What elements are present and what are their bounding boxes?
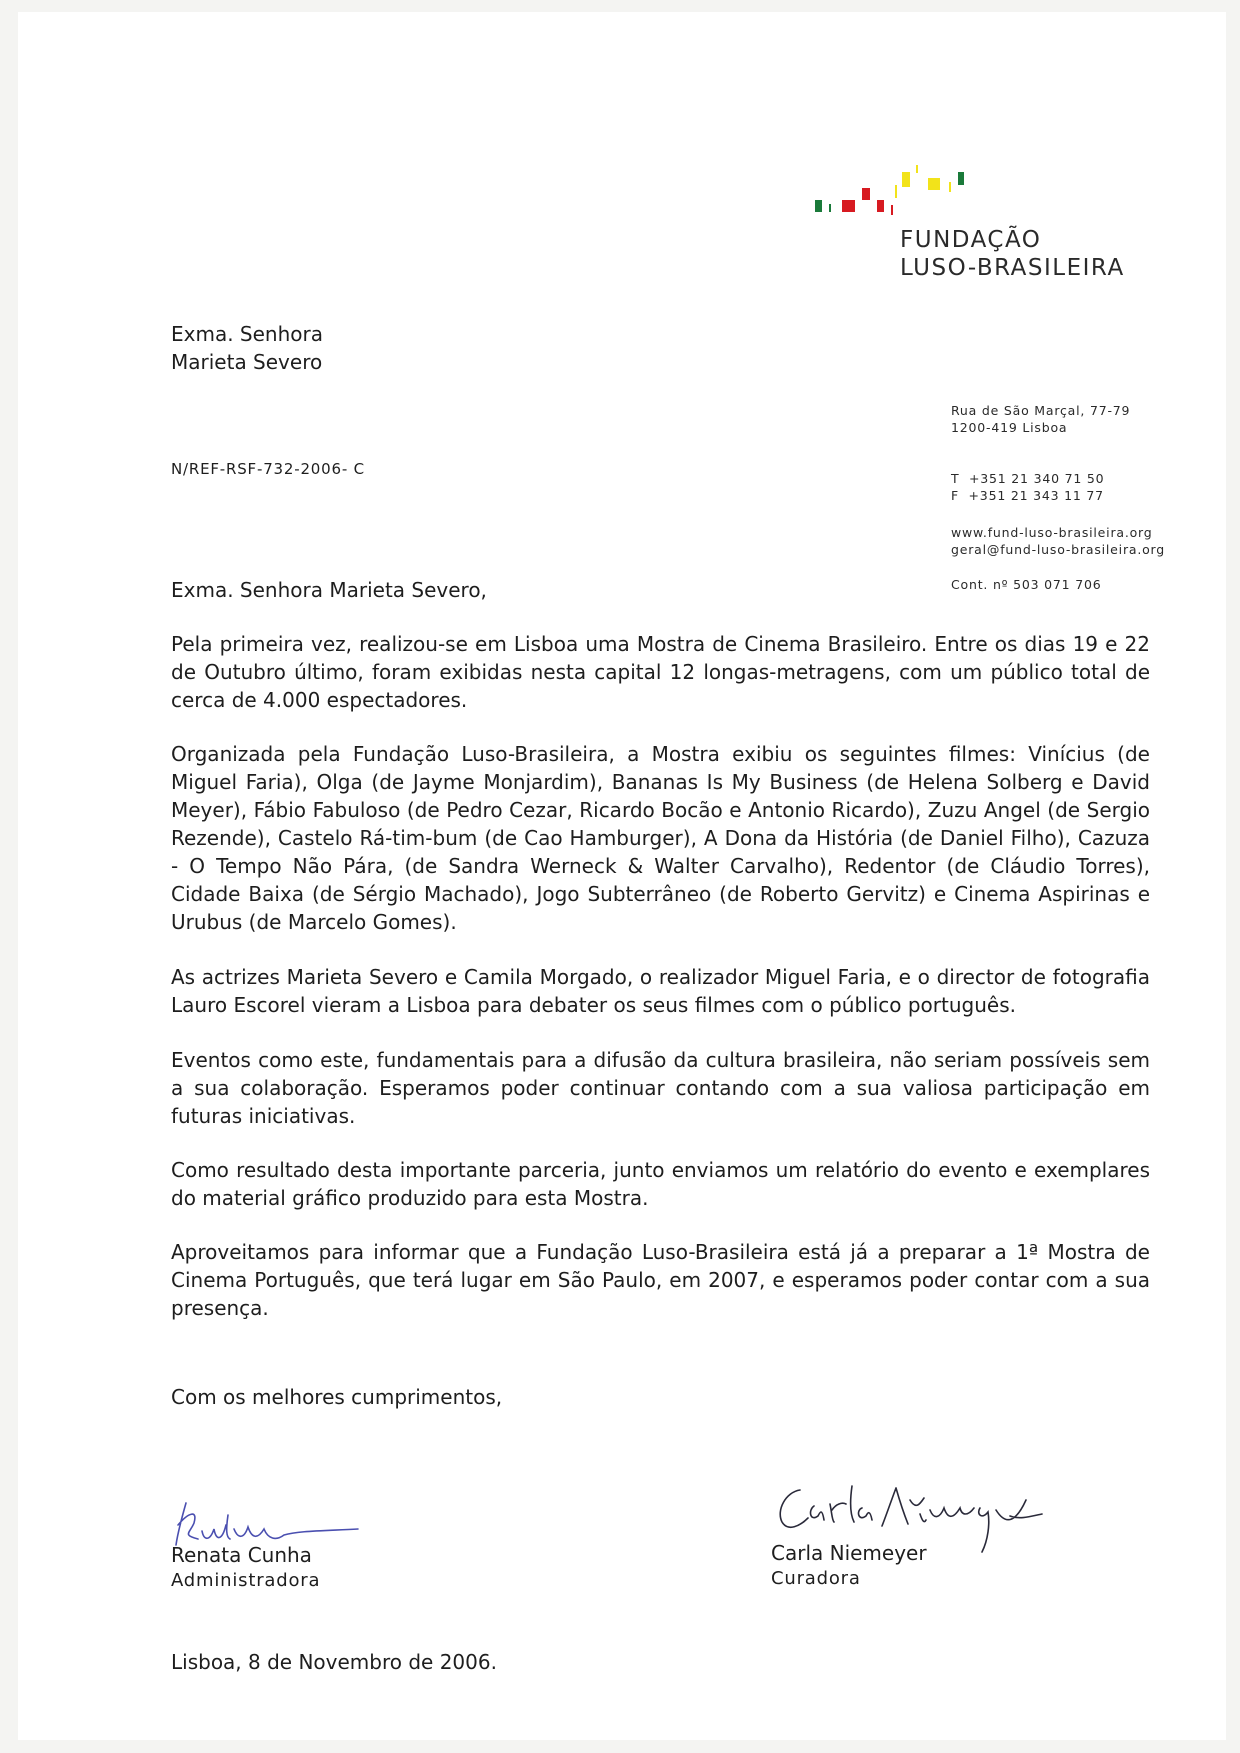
sender-fax: F +351 21 343 11 77 [951, 488, 1104, 503]
logo-bar [928, 178, 940, 190]
signatory-block-right [771, 1540, 927, 1592]
foundation-name-line1: FUNDAÇÃO [900, 227, 1042, 253]
paragraph [171, 1238, 1150, 1322]
paragraph-text: Como resultado desta importante parceria, junto enviamos um relatório do evento e exemplares do material gráfico produzido para esta Mostra. [171, 1158, 1150, 1210]
date-line: Lisboa, 8 de Novembro de 2006. [171, 1650, 497, 1674]
sender-phones [951, 470, 1104, 504]
sender-address [951, 402, 1130, 436]
logo-bar [891, 205, 893, 215]
sender-street: Rua de São Marçal, 77-79 [951, 403, 1131, 418]
logo-bar [895, 185, 897, 198]
paragraph [171, 740, 1150, 936]
signatory-role: Administradora [171, 1570, 321, 1591]
paragraph [171, 630, 1150, 714]
logo-bar [902, 172, 910, 187]
logo-bar [958, 172, 964, 185]
signatory-role: Curadora [771, 1568, 861, 1589]
paragraph-text: Pela primeira vez, realizou-se em Lisboa uma Mostra de Cinema Brasileiro. Entre os dias 19 e 22 de Outubro último, foram exibidas nesta capital 12 longas-metragens, com um público total de cerca de 4.000 espectadores. [171, 632, 1150, 712]
sender-online [951, 524, 1165, 558]
reference-number: N/REF-RSF-732-2006- C [171, 460, 365, 478]
paragraph-text: Eventos como este, fundamentais para a difusão da cultura brasileira, não seriam possíveis sem a sua colaboração. Esperamos poder continuar contando com a sua valiosa participação em futuras iniciativas. [171, 1048, 1150, 1128]
salutation: Exma. Senhora Marieta Severo, [171, 578, 487, 602]
paragraph-text: Aproveitamos para informar que a Fundação Luso-Brasileira está já a preparar a 1ª Mostra de Cinema Português, que terá lugar em São Paulo, em 2007, e esperamos poder contar com a sua presença. [171, 1240, 1150, 1320]
signatory-name: Carla Niemeyer [771, 1541, 927, 1565]
recipient-address [171, 320, 323, 376]
sender-phone: T +351 21 340 71 50 [951, 471, 1105, 486]
logo-bar [916, 165, 918, 173]
logo-bar [877, 200, 884, 212]
paragraph-text: As actrizes Marieta Severo e Camila Morgado, o realizador Miguel Faria, e o director de fotografia Lauro Escorel vieram a Lisboa para debater os seus filmes com o público português. [171, 965, 1150, 1017]
paragraph [171, 1046, 1150, 1130]
sender-email: geral@fund-luso-brasileira.org [951, 542, 1166, 557]
foundation-name [900, 226, 1125, 282]
logo-bar [815, 200, 822, 212]
signatory-block-left [171, 1542, 320, 1594]
paragraph [171, 1156, 1150, 1212]
sender-tax-id: Cont. nº 503 071 706 [951, 577, 1102, 592]
logo-bar [842, 200, 855, 212]
recipient-title: Exma. Senhora [171, 322, 323, 346]
recipient-name: Marieta Severo [171, 350, 323, 374]
sender-postcode: 1200-419 Lisboa [951, 420, 1068, 435]
logo-bar [949, 182, 951, 192]
sender-website: www.fund-luso-brasileira.org [951, 525, 1153, 540]
closing-phrase: Com os melhores cumprimentos, [171, 1385, 503, 1409]
paragraph [171, 963, 1150, 1019]
foundation-name-line2: LUSO-BRASILEIRA [900, 255, 1125, 281]
signatory-name: Renata Cunha [171, 1543, 312, 1567]
logo-bar [862, 188, 870, 200]
logo-bar [829, 204, 831, 212]
paragraph-text: Organizada pela Fundação Luso-Brasileira, a Mostra exibiu os seguintes filmes: Vinícius (de Miguel Faria), Olga (de Jayme Monjardim), Bananas Is My Business (de Helena Solberg e David Meyer), Fábio Fabuloso (de Pedro Cezar, Ricardo Bocão e Antonio Ricardo), Zuzu Angel (de Sergio Rezende), Castelo Rá-tim-bum (de Cao Hamburger), A Dona da História (de Daniel Filho), Cazuza - O Tempo Não Pára, (de Sandra Werneck & Walter Carvalho), Redentor (de Cláudio Torres), Cidade Baixa (de Sérgio Machado), Jogo Subterrâneo (de Roberto Gervitz) e Cinema Aspirinas e Urubus (de Marcelo Gomes). [171, 742, 1150, 934]
